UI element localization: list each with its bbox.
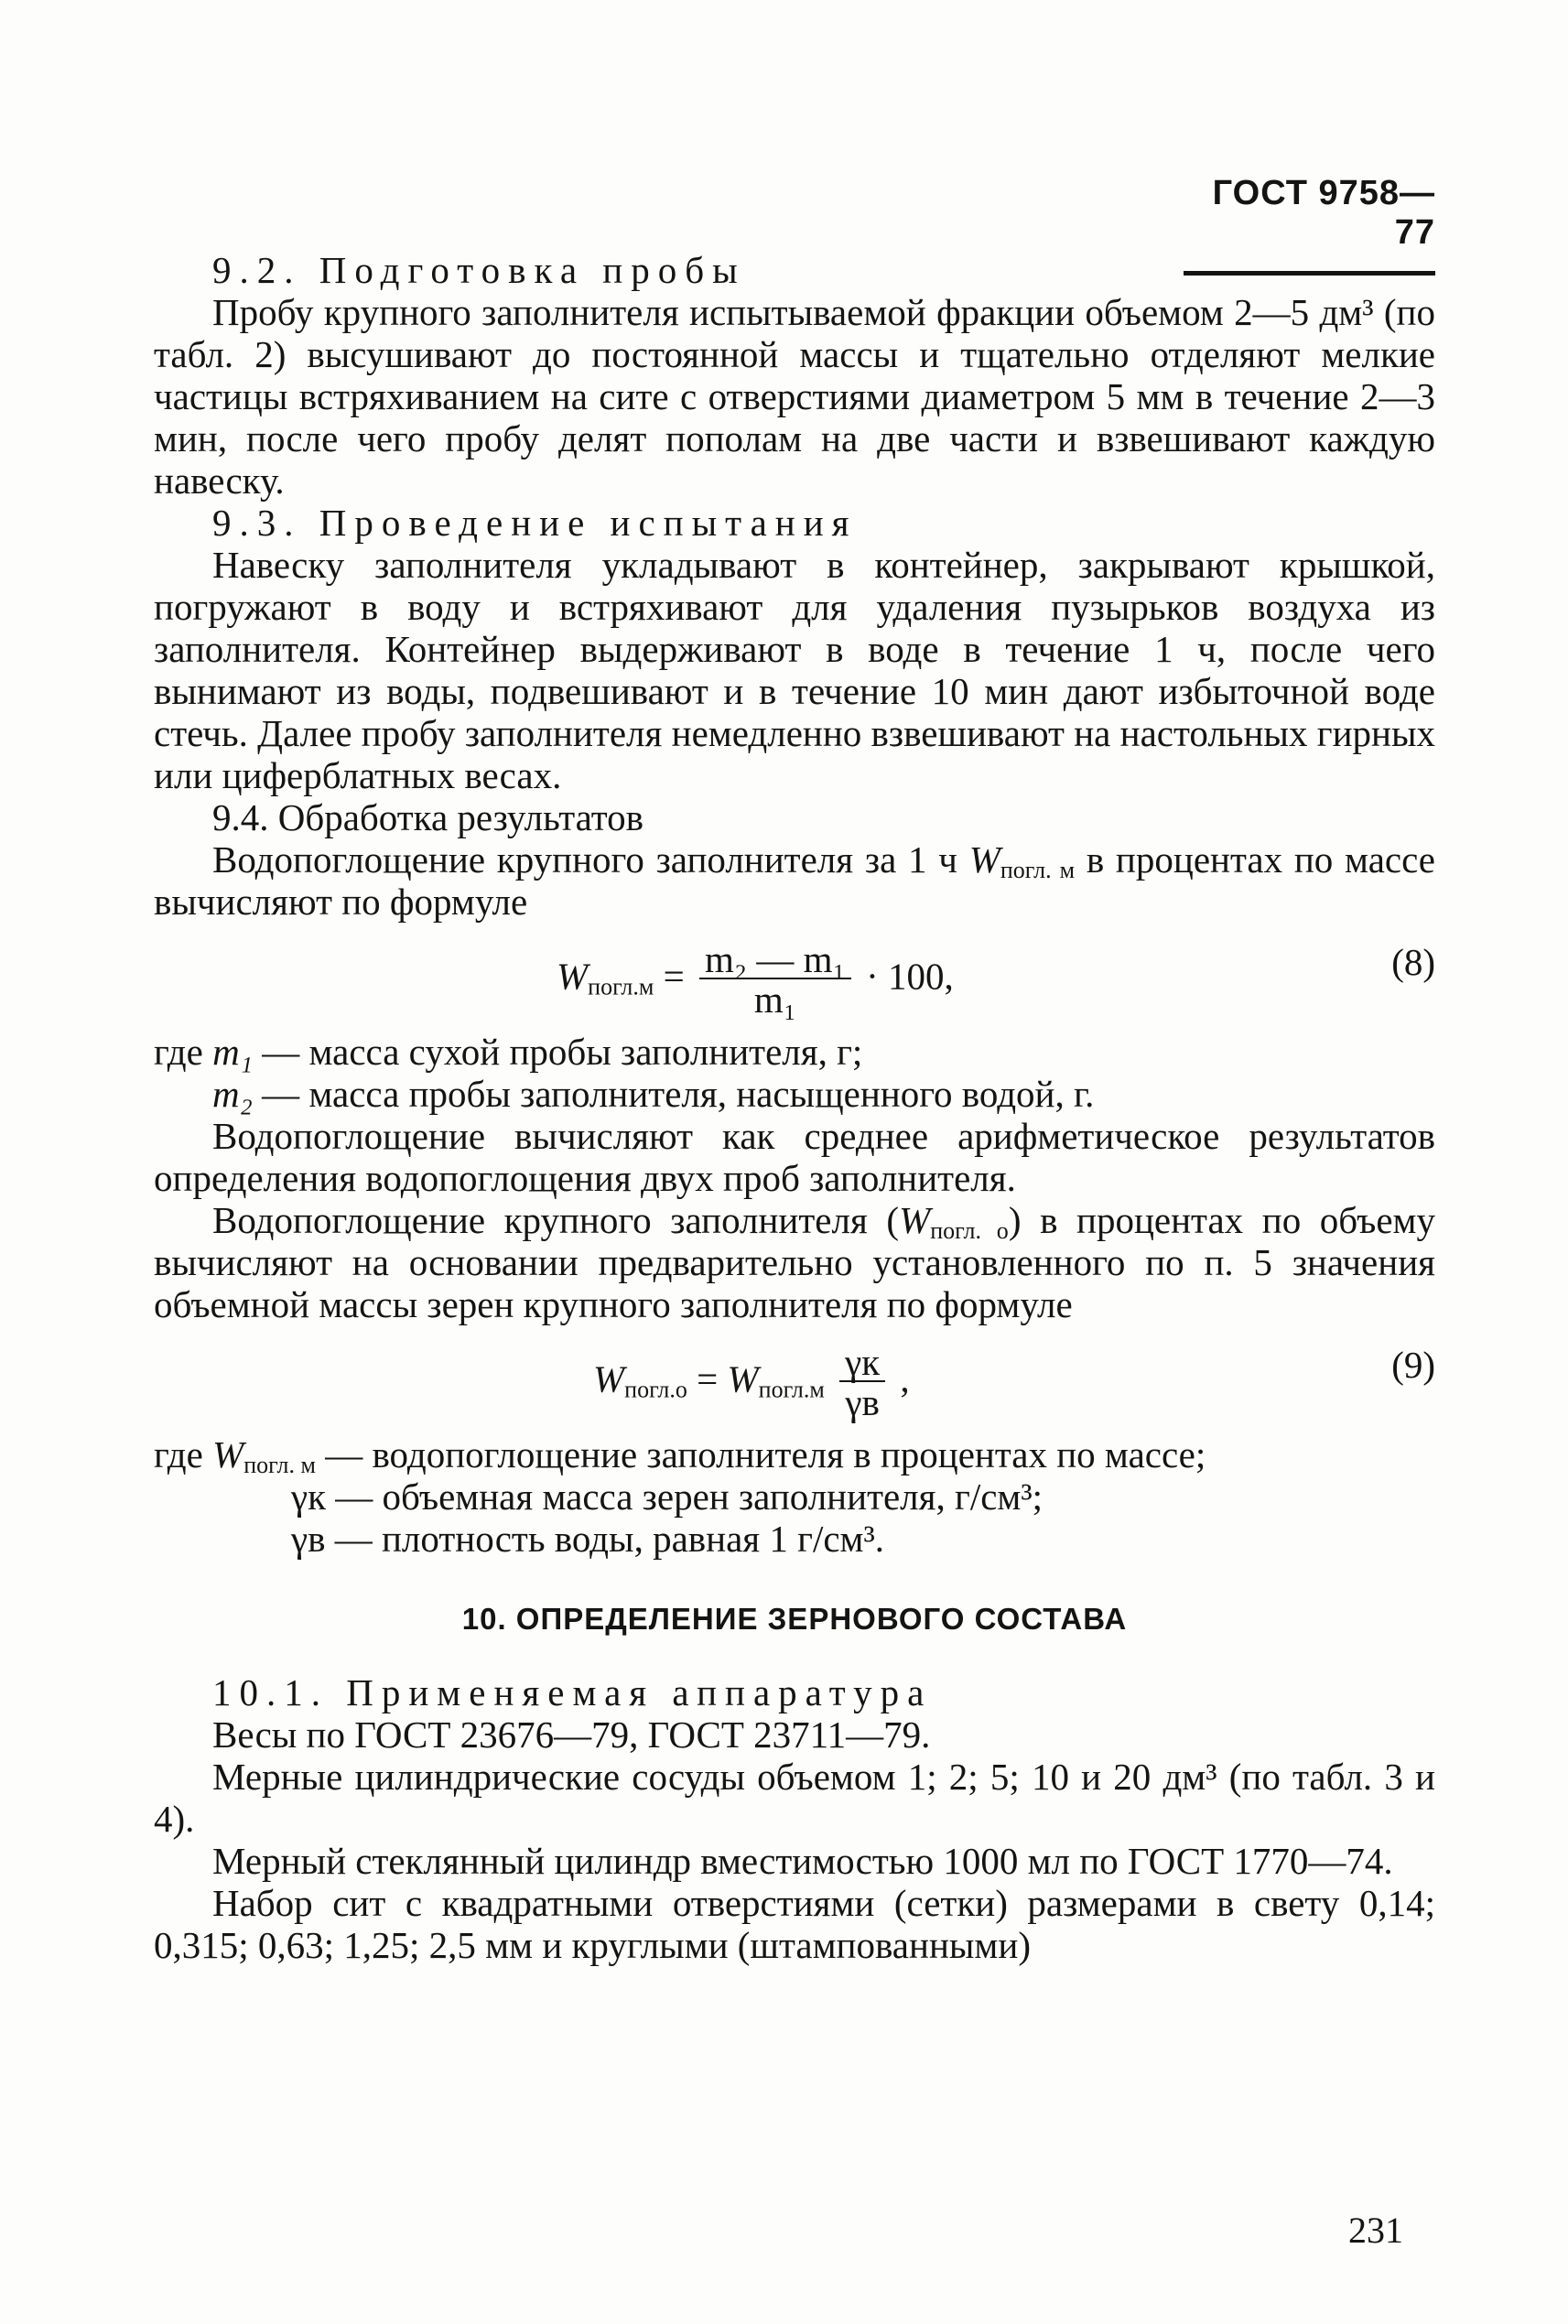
intro-text-a: Водопоглощение крупного заполнителя за 1 ч <box>212 838 957 881</box>
formula-9-w-rhs: W <box>727 1357 759 1400</box>
w-symbol: W <box>968 838 1000 881</box>
document-body <box>154 249 1435 1966</box>
section-10-heading: 10. ОПРЕДЕЛЕНИЕ ЗЕРНОВОГО СОСТАВА <box>461 1602 1128 1636</box>
formula-8-numerator: m₂ — m₁ <box>699 941 851 979</box>
where-word-9: где <box>154 1433 203 1475</box>
standard-header: ГОСТ 9758—77 <box>1184 174 1435 276</box>
formula-9-w-lhs: W <box>593 1357 625 1400</box>
formula-9-equals: = <box>697 1357 719 1400</box>
formula-9-tail: , <box>900 1357 910 1400</box>
gamma-v-description: — плотность воды, равная 1 г/см³. <box>334 1518 885 1560</box>
apparatus-vessels: Мерные цилиндрические сосуды объемом 1; 2; 5; 10 и 20 дм³ (по табл. 3 и 4). <box>154 1756 1435 1840</box>
volume-text-a: Водопоглощение крупного заполнителя ( <box>212 1199 900 1241</box>
legend-gamma-k <box>154 1475 1435 1518</box>
legend-w-subscript: погл. м <box>243 1452 316 1478</box>
section-9-4-title: 9.4. Обработка результатов <box>212 796 644 838</box>
section-10-1-title: 10.1. Применяемая аппаратура <box>212 1671 933 1713</box>
formula-9-fraction <box>839 1341 885 1423</box>
formula-8 <box>154 923 1435 1031</box>
apparatus-scales: Весы по ГОСТ 23676—79, ГОСТ 23711—79. <box>212 1713 931 1756</box>
section-9-3-text: Навеску заполнителя укладывают в контейнер, закрывают крышкой, погружают в воду и встряхивают для удаления пузырьков воздуха из заполнителя. Контейнер выдерживают в воде в течение 1 ч, после чего вынимают из воды, подвешивают и в течение 10 мин дают избыточной воде стечь. Далее пробу заполнителя немедленно взвешивают на настольных гирных или циферблатных весах. <box>154 544 1435 796</box>
m1-symbol: m₁ <box>212 1031 253 1073</box>
m1-description: — масса сухой пробы заполнителя, г; <box>262 1031 863 1073</box>
paragraph-volume <box>154 1199 1435 1325</box>
page-number: 231 <box>1348 2210 1403 2251</box>
w-symbol-o: W <box>899 1199 931 1241</box>
legend-m1 <box>154 1031 1435 1073</box>
legend-gamma-v <box>154 1518 1435 1560</box>
formula-8-denominator: m₁ <box>753 978 796 1021</box>
formula-9-expression <box>593 1341 910 1423</box>
legend-w-symbol: W <box>212 1433 244 1475</box>
legend-m2 <box>154 1073 1435 1115</box>
gamma-k-description: — объемная масса зерен заполнителя, г/см³; <box>335 1475 1044 1518</box>
apparatus-cylinder: Мерный стеклянный цилиндр вместимостью 1000 мл по ГОСТ 1770—74. <box>212 1840 1393 1882</box>
m2-description: — масса пробы заполнителя, насыщенного водой, г. <box>262 1073 1095 1115</box>
formula-9-denominator: γв <box>845 1381 880 1423</box>
w-description: — водопоглощение заполнителя в процентах по массе; <box>325 1433 1206 1475</box>
paragraph-average: Водопоглощение вычисляют как среднее арифметическое результатов определения водопоглощения двух проб заполнителя. <box>154 1115 1435 1199</box>
formula-9-lhs-subscript: погл.о <box>624 1376 687 1403</box>
formula-8-number: (8) <box>1391 941 1435 983</box>
formula-9 <box>154 1325 1435 1433</box>
formula-8-fraction <box>699 938 851 1021</box>
m2-symbol: m₂ <box>212 1073 253 1115</box>
legend-w <box>154 1433 1435 1478</box>
section-9-3-title: 9.3. Проведение испытания <box>212 502 858 544</box>
formula-8-legend <box>154 1031 1435 1115</box>
section-9-4-intro <box>154 838 1435 923</box>
formula-8-lhs-subscript: погл.м <box>588 973 654 1000</box>
where-word: где <box>154 1031 203 1073</box>
formula-9-numerator: γк <box>839 1344 885 1382</box>
formula-8-tail: · 100, <box>866 955 954 998</box>
formula-8-expression <box>557 938 954 1021</box>
apparatus-sieves: Набор сит с квадратными отверстиями (сетки) размерами в свету 0,14; 0,315; 0,63; 1,25; 2,5 мм и круглыми (штампованными) <box>154 1882 1435 1966</box>
gamma-v-symbol: γв <box>291 1518 326 1560</box>
formula-9-number: (9) <box>1391 1344 1435 1386</box>
intro-text-b: в процентах по массе вычисляют по формуле <box>154 838 1435 923</box>
formula-9-legend <box>154 1433 1435 1560</box>
section-9-2-title: 9.2. Подготовка пробы <box>212 249 746 291</box>
w-subscript-o: погл. о <box>930 1217 1009 1244</box>
gamma-k-symbol: γк <box>291 1475 327 1518</box>
formula-8-equals: = <box>663 955 685 998</box>
volume-text-b: ) в процентах по объему вычисляют на основании предварительно установленного по п. 5 значения объемной массы зерен крупного заполнителя по формуле <box>154 1199 1435 1325</box>
formula-9-rhs-subscript: погл.м <box>758 1376 825 1403</box>
w-subscript: погл. м <box>1000 857 1076 883</box>
section-9-2-text: Пробу крупного заполнителя испытываемой фракции объемом 2—5 дм³ (по табл. 2) высушивают до постоянной массы и тщательно отделяют мелкие частицы встряхиванием на сите с отверстиями диаметром 5 мм в течение 2—3 мин, после чего пробу делят пополам на две части и взвешивают каждую навеску. <box>154 291 1435 502</box>
formula-8-w: W <box>557 955 589 998</box>
